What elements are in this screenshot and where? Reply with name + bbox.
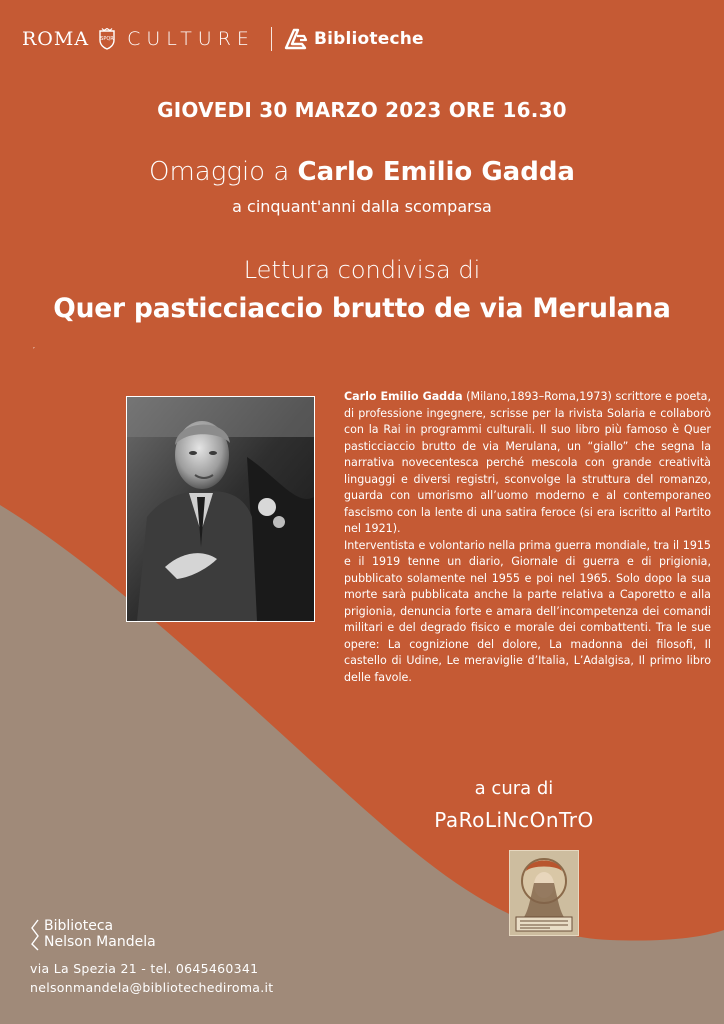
svg-text:SPQR: SPQR [100,36,114,42]
bio-paragraph-1 [344,389,711,538]
library-address: via La Spezia 21 - tel. 0645460341 [30,961,259,976]
curator-label: a cura di [474,778,554,799]
biblioteche-logo-icon [284,28,308,50]
biblioteche-wordmark: Biblioteche [313,29,424,49]
author-name: Carlo Emilio Gadda [297,157,575,187]
header-divider [271,27,272,51]
book-title: Quer pasticciaccio brutto de via Merulana [53,293,671,324]
culture-wordmark: CULTURE [127,28,255,50]
library-email[interactable]: nelsonmandela@bibliotechediroma.it [30,980,274,995]
library-mark [30,918,156,952]
header [22,24,424,54]
library-line-2: Nelson Mandela [44,934,156,950]
stray-mark: , [33,343,35,350]
roma-wordmark: ROMA [22,28,90,50]
curator-name: PaRoLiNcOnTrO [434,808,594,832]
event-heading [0,157,724,187]
bio-name: Carlo Emilio Gadda [344,390,463,403]
library-line-1: Biblioteca [44,918,114,934]
event-subtitle: a cinquant'anni dalla scomparsa [232,197,492,216]
biblioteca-bracket-icon [30,918,40,952]
library-name [44,918,156,952]
parolincontro-logo [509,850,579,936]
event-date: GIOVEDI 30 MARZO 2023 ORE 16.30 [157,98,567,122]
lettura-label: Lettura condivisa di [243,256,481,284]
omaggio-prefix: Omaggio a [149,157,290,187]
bio-paragraph-2: Interventista e volontario nella prima guerra mondiale, tra il 1915 e il 1919 tenne un diario, Giornale di guerra e di prigionia, pubblicato solamente nel 1955 e poi nel 1965. Solo dopo la sua morte sarà pubblicata anche la parte relativa a Caporetto e alla prigionia, denuncia forte e amara dell’incompetenza dei comandi militari e del degrado fisico e morale dei combattenti. Tra le sue opere: La cognizione del dolore, La madonna dei filosofi, Il castello di Udine, Le meraviglie d’Italia, L’Adalgisa, Il primo libro delle favole. [344,538,711,684]
bio-text-1: (Milano,1893–Roma,1973) scrittore e poeta, di professione ingegnere, scrisse per la rivista Solaria e collaborò con la Rai in programmi culturali. Il suo libro più famoso è Quer pasticciaccio brutto de via Merulana, un “giallo” che segna la narrativa novecentesca perché mescola con grande creatività linguaggi e diversi registri, sconvolge la struttura del romanzo, guarda con umorismo all’uomo moderno e al contemporaneo fascismo con la lente di una satira feroce (si era iscritto al Partito nel 1921). [344,390,712,535]
author-photo [126,396,315,622]
roma-crest-icon [99,28,115,50]
biography [344,389,711,686]
